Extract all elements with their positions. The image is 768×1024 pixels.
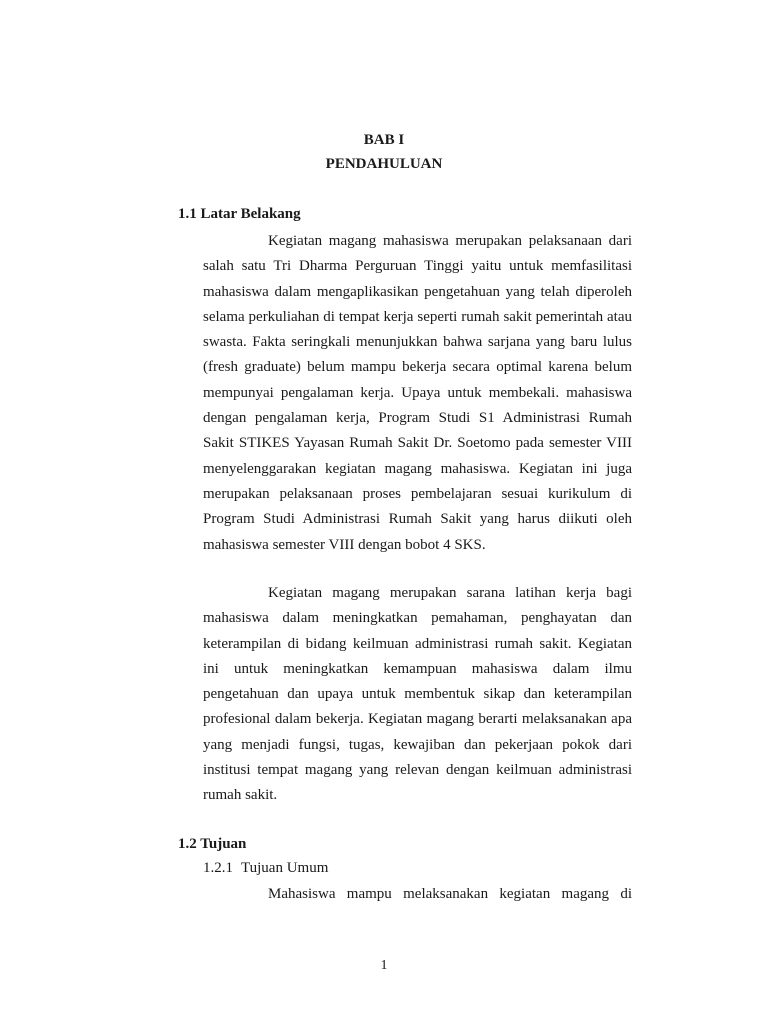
section-heading-tujuan: 1.2 Tujuan xyxy=(178,836,247,852)
section-heading-latar-belakang: 1.1 Latar Belakang xyxy=(178,206,301,222)
chapter-title: PENDAHULUAN xyxy=(325,156,443,172)
paragraph-tujuan-umum: Mahasiswa mampu melaksanakan kegiatan magang di xyxy=(268,886,632,902)
paragraph-latar-belakang-1: Kegiatan magang mahasiswa merupakan pelaksanaan dari salah satu Tri Dharma Perguruan Tinggi yaitu untuk memfasilitasi mahasiswa dalam mengaplikasikan pengetahuan yang telah diperoleh selama perkuliahan di tempat kerja seperti rumah sakit pemerintah atau swasta. Fakta seringkali menunjukkan bahwa sarjana yang baru lulus (fresh graduate) belum mampu bekerja secara optimal karena belum mempunyai pengalaman kerja. Upaya untuk membekali. mahasiswa dengan pengalaman kerja, Program Studi S1 Administrasi Rumah Sakit STIKES Yayasan Rumah Sakit Dr. Soetomo pada semester VIII menyelenggarakan kegiatan magang mahasiswa. Kegiatan ini juga merupakan pelaksanaan proses pembelajaran sesuai kurikulum di Program Studi Administrasi Rumah Sakit yang harus diikuti oleh mahasiswa semester VIII dengan bobot 4 SKS. xyxy=(203,233,632,553)
paragraph-latar-belakang-2: Kegiatan magang merupakan sarana latihan kerja bagi mahasiswa dalam meningkatkan pemahaman, penghayatan dan keterampilan di bidang keilmuan administrasi rumah sakit. Kegiatan ini untuk meningkatkan kemampuan mahasiswa dalam ilmu pengetahuan dan upaya untuk membentuk sikap dan keterampilan profesional dalam bekerja. Kegiatan magang berarti melaksanakan apa yang menjadi fungsi, tugas, kewajiban dan pekerjaan pokok dari institusi tempat magang yang relevan dengan keilmuan administrasi rumah sakit. xyxy=(203,585,632,804)
subsection-heading-tujuan-umum xyxy=(203,860,328,877)
page-number: 1 xyxy=(380,958,388,973)
subsection-title: Tujuan Umum xyxy=(241,860,329,876)
subsection-number: 1.2.1 xyxy=(203,860,233,876)
chapter-number: BAB I xyxy=(363,132,405,148)
